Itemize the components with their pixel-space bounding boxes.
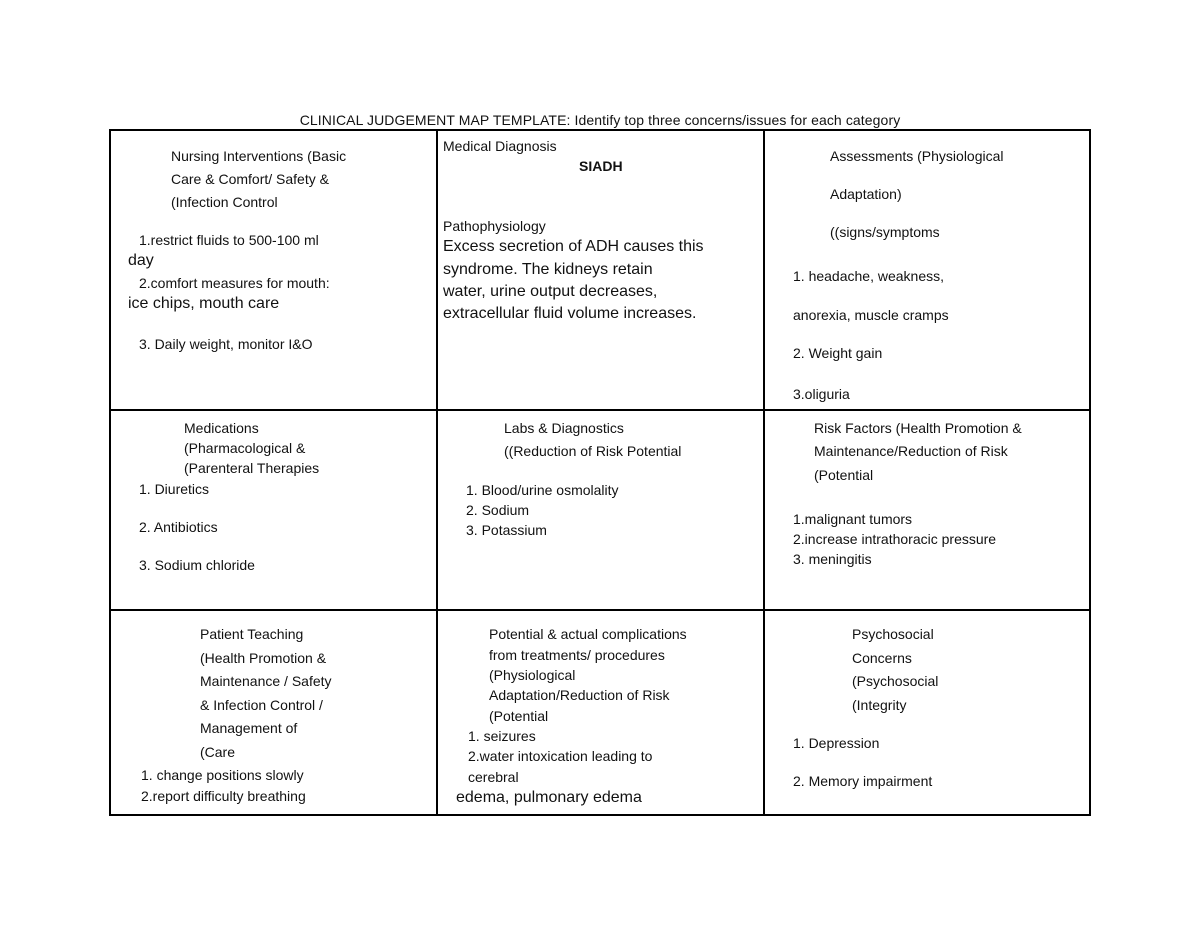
medications-cell xyxy=(111,411,436,609)
risk-heading-line: Risk Factors (Health Promotion & xyxy=(814,420,1022,436)
psychosocial-heading-line: (Psychosocial xyxy=(852,673,939,689)
nursing-item: day xyxy=(128,252,154,269)
nursing-interventions-cell xyxy=(111,131,436,409)
medications-heading-line: (Parenteral Therapies xyxy=(184,460,320,476)
pathophysiology-text: syndrome. The kidneys retain xyxy=(443,261,653,278)
assessment-item: 1. headache, weakness, xyxy=(793,268,944,284)
psychosocial-item: 1. Depression xyxy=(793,735,880,751)
assessment-item: 2. Weight gain xyxy=(793,345,883,361)
patient-teaching-cell xyxy=(111,611,436,816)
pathophysiology-text: Excess secretion of ADH causes this xyxy=(443,238,704,255)
complication-item: edema, pulmonary edema xyxy=(456,789,642,806)
medications-heading-line: (Pharmacological & xyxy=(184,440,306,456)
teaching-item: 2.report difficulty breathing xyxy=(141,788,306,804)
risk-heading-line: (Potential xyxy=(814,467,874,483)
complications-heading-line: from treatments/ procedures xyxy=(489,647,665,663)
psychosocial-cell xyxy=(765,611,1091,816)
psychosocial-item: 2. Memory impairment xyxy=(793,773,933,789)
teaching-heading-line: (Health Promotion & xyxy=(200,650,327,666)
medication-item: 2. Antibiotics xyxy=(139,519,218,535)
diagnosis-value: SIADH xyxy=(579,158,623,174)
lab-item: 3. Potassium xyxy=(466,522,547,538)
assessment-item: anorexia, muscle cramps xyxy=(793,307,949,323)
pathophysiology-text: water, urine output decreases, xyxy=(443,283,658,300)
teaching-heading-line: Management of xyxy=(200,720,298,736)
nursing-heading-line: Nursing Interventions (Basic xyxy=(171,148,347,164)
teaching-item: 1. change positions slowly xyxy=(141,767,304,783)
labs-heading-line: ((Reduction of Risk Potential xyxy=(504,443,682,459)
psychosocial-heading-line: Psychosocial xyxy=(852,626,934,642)
medication-item: 1. Diuretics xyxy=(139,481,210,497)
clinical-judgement-map-table xyxy=(109,129,1091,816)
teaching-heading-line: Maintenance / Safety xyxy=(200,673,332,689)
page-title: CLINICAL JUDGEMENT MAP TEMPLATE: Identify top three concerns/issues for each category xyxy=(299,112,901,128)
complication-item: 1. seizures xyxy=(468,728,536,744)
complications-heading-line: Adaptation/Reduction of Risk xyxy=(489,687,670,703)
teaching-heading-line: & Infection Control / xyxy=(200,697,323,713)
complication-item: cerebral xyxy=(468,769,519,785)
assessments-heading-line: Adaptation) xyxy=(830,186,902,202)
labs-heading-line: Labs & Diagnostics xyxy=(504,420,624,436)
medical-diagnosis-heading: Medical Diagnosis xyxy=(443,138,557,154)
complications-cell xyxy=(438,611,763,816)
assessments-heading-line: ((signs/symptoms xyxy=(830,224,940,240)
labs-diagnostics-cell xyxy=(438,411,763,609)
nursing-item: 2.comfort measures for mouth: xyxy=(139,275,330,291)
lab-item: 2. Sodium xyxy=(466,502,530,518)
assessments-cell xyxy=(765,131,1091,409)
risk-item: 2.increase intrathoracic pressure xyxy=(793,531,997,547)
risk-item: 1.malignant tumors xyxy=(793,511,913,527)
complications-heading-line: (Physiological xyxy=(489,667,576,683)
teaching-heading-line: Patient Teaching xyxy=(200,626,304,642)
psychosocial-heading-line: (Integrity xyxy=(852,697,907,713)
teaching-heading-line: (Care xyxy=(200,744,236,760)
nursing-heading-line: Care & Comfort/ Safety & xyxy=(171,171,329,187)
risk-factors-cell xyxy=(765,411,1091,609)
pathophysiology-text: extracellular fluid volume increases. xyxy=(443,305,697,322)
medical-diagnosis-cell xyxy=(438,131,763,409)
lab-item: 1. Blood/urine osmolality xyxy=(466,482,619,498)
nursing-item: ice chips, mouth care xyxy=(128,295,280,312)
nursing-heading-line: (Infection Control xyxy=(171,194,278,210)
nursing-item: 3. Daily weight, monitor I&O xyxy=(139,336,313,352)
nursing-item: 1.restrict fluids to 500-100 ml xyxy=(139,232,319,248)
medications-heading-line: Medications xyxy=(184,420,259,436)
medication-item: 3. Sodium chloride xyxy=(139,557,255,573)
psychosocial-heading-line: Concerns xyxy=(852,650,912,666)
risk-item: 3. meningitis xyxy=(793,551,872,567)
risk-heading-line: Maintenance/Reduction of Risk xyxy=(814,443,1008,459)
pathophysiology-heading: Pathophysiology xyxy=(443,218,546,234)
complications-heading-line: (Potential xyxy=(489,708,549,724)
complications-heading-line: Potential & actual complications xyxy=(489,626,687,642)
complication-item: 2.water intoxication leading to xyxy=(468,748,653,764)
assessments-heading-line: Assessments (Physiological xyxy=(830,148,1004,164)
assessment-item: 3.oliguria xyxy=(793,386,850,402)
